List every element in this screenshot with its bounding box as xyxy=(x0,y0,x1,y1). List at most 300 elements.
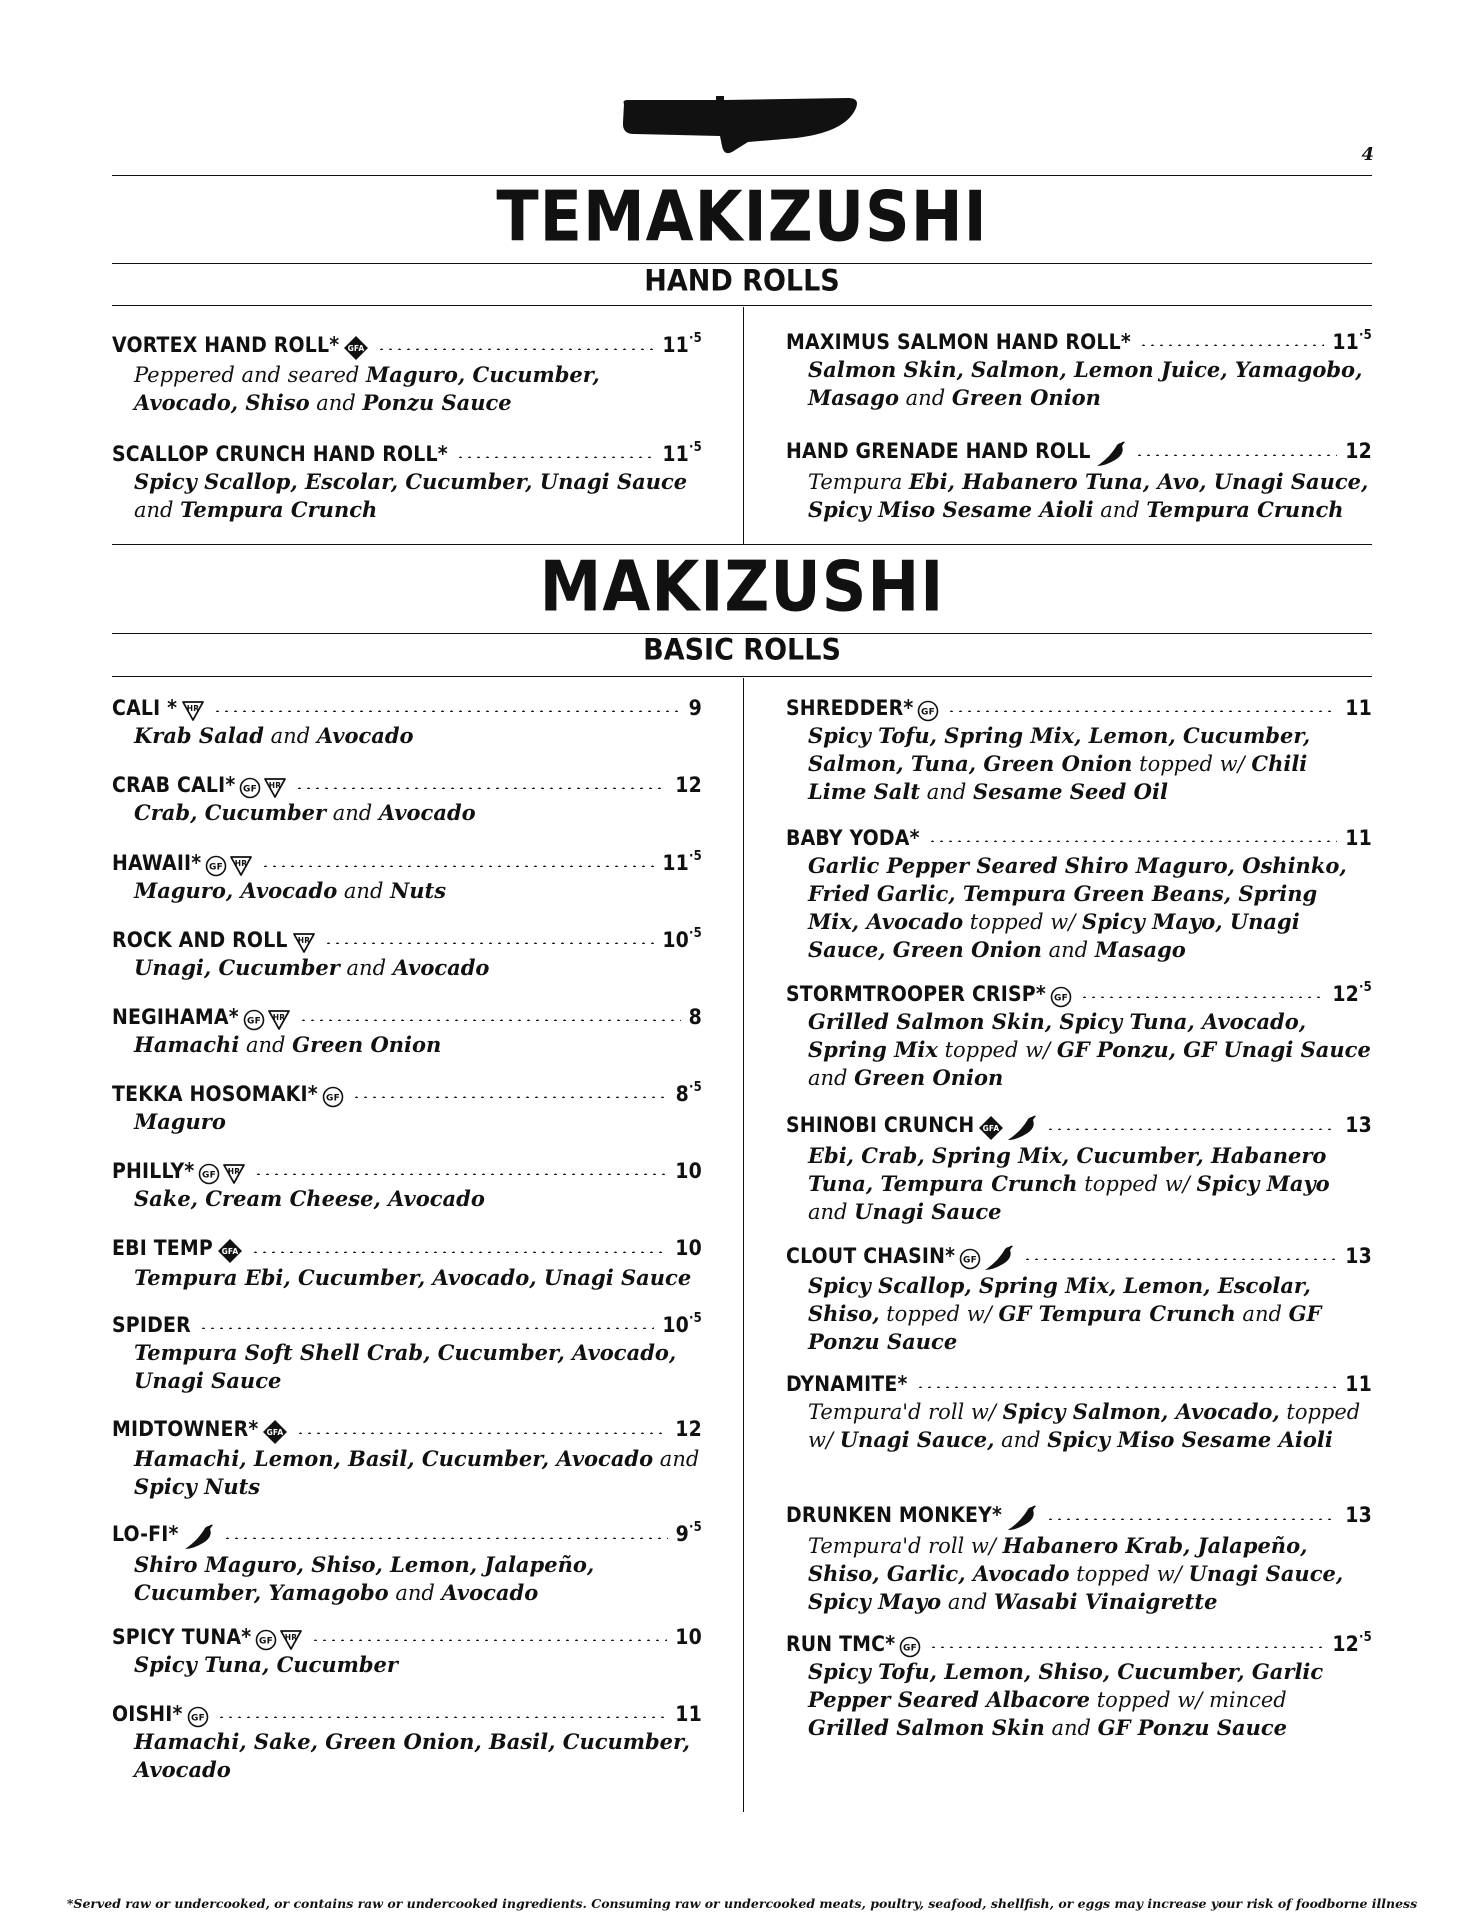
connector-text: and xyxy=(994,1428,1048,1452)
half-roll-icon xyxy=(222,1161,246,1185)
menu-item-shredder xyxy=(786,696,1372,806)
menu-item-name: MAXIMUS SALMON HAND ROLL* xyxy=(786,330,1131,354)
menu-item-price: 10 xyxy=(675,1159,702,1183)
ingredient-text: GF Ponzu Sauce xyxy=(808,1301,1322,1354)
dietary-icons xyxy=(1095,440,1127,468)
section-title-makizushi: MAKIZUSHI xyxy=(539,545,945,628)
menu-item-name: OISHI* xyxy=(112,1702,183,1726)
menu-item-price: 11 xyxy=(1345,696,1372,720)
connector-text: topped w/ xyxy=(1077,1172,1197,1196)
menu-item-description xyxy=(134,1185,702,1213)
connector-text: Peppered and seared xyxy=(134,363,366,387)
dot-leader xyxy=(928,840,1338,842)
menu-item-hand-grenade-hand-roll xyxy=(786,438,1372,524)
menu-item-name: VORTEX HAND ROLL* xyxy=(112,333,340,357)
menu-item-name: DYNAMITE* xyxy=(786,1372,908,1396)
menu-item-name: SPIDER xyxy=(112,1313,191,1337)
menu-item-price: $11^{\cdot 5}$ xyxy=(1332,328,1372,354)
menu-item-dynamite xyxy=(786,1372,1372,1454)
menu-item-name: HAWAII* xyxy=(112,851,202,875)
menu-item-cali xyxy=(112,696,702,750)
menu-item-header xyxy=(112,928,702,952)
svg-text:GFA: GFA xyxy=(347,344,365,353)
menu-item-name: EBI TEMP xyxy=(112,1236,213,1260)
menu-item-price: 11 xyxy=(675,1702,702,1726)
menu-item-drunken-monkey xyxy=(786,1502,1372,1616)
menu-item-header xyxy=(786,1112,1372,1140)
menu-item-name: TEKKA HOSOMAKI* xyxy=(112,1082,318,1106)
connector-text: topped w/ xyxy=(963,910,1083,934)
svg-text:GFA: GFA xyxy=(267,1428,284,1437)
menu-item-oishi xyxy=(112,1702,702,1784)
dot-leader xyxy=(377,348,654,350)
connector-text: topped w/ xyxy=(808,1400,1361,1452)
menu-item-name: ROCK AND ROLL xyxy=(112,928,288,952)
ingredient-text: Spicy Tofu, Lemon, Shiso, Cucumber, Garlic Pepper Seared Albacore xyxy=(808,1659,1324,1712)
menu-item-midtowner xyxy=(112,1417,702,1501)
section-subtitle-hand-rolls: HAND ROLLS xyxy=(644,264,840,299)
menu-item-price: $11^{\cdot 5}$ xyxy=(662,440,702,466)
menu-item-scallop-crunch-hand-roll xyxy=(112,442,702,524)
menu-item-price: 13 xyxy=(1345,1113,1372,1137)
ingredient-text: Spicy Nuts xyxy=(134,1474,261,1499)
menu-item-description xyxy=(134,468,702,524)
menu-item-description xyxy=(808,722,1372,806)
ingredient-text: GF Tempura Crunch xyxy=(998,1301,1236,1326)
divider-line xyxy=(112,676,1372,677)
svg-text:GFA: GFA xyxy=(221,1247,239,1256)
menu-item-shinobi-crunch xyxy=(786,1112,1372,1226)
menu-item-stormtrooper-crisp xyxy=(786,982,1372,1092)
dietary-icons xyxy=(217,1238,243,1264)
chili-pepper-icon xyxy=(183,1523,215,1551)
ingredient-text: Chili Lime Salt xyxy=(808,751,1308,804)
gluten-free-icon xyxy=(917,698,939,722)
connector-text: and xyxy=(898,386,952,410)
dot-leader xyxy=(213,710,680,712)
ingredient-text: Grilled Salmon Skin, Spicy Tuna, Avocado, Spring Mix xyxy=(808,1009,1307,1062)
menu-item-price: 10 xyxy=(675,1236,702,1260)
ingredient-text: Tempura Soft Shell Crab, Cucumber, Avocado, Unagi Sauce xyxy=(134,1340,677,1393)
connector-text: and xyxy=(920,780,973,804)
connector-text: and xyxy=(326,801,379,825)
menu-item-description xyxy=(808,1272,1372,1356)
svg-text:HR: HR xyxy=(235,859,248,868)
connector-text: and xyxy=(808,1200,855,1224)
ingredient-text: Habanero Krab, Jalapeño, Shiso, Garlic, Avocado xyxy=(808,1533,1308,1586)
menu-item-header xyxy=(786,1242,1372,1270)
menu-item-header xyxy=(112,442,702,466)
menu-item-description xyxy=(134,799,702,827)
menu-item-description xyxy=(134,1108,702,1136)
ingredient-text: Green Onion xyxy=(292,1032,442,1057)
dot-leader xyxy=(1046,1128,1337,1130)
dietary-icons xyxy=(205,853,253,877)
gluten-free-available-icon xyxy=(217,1238,243,1264)
menu-item-description xyxy=(134,1339,702,1395)
menu-item-header xyxy=(112,696,702,720)
dot-leader xyxy=(324,942,655,944)
svg-text:GF: GF xyxy=(259,1636,274,1647)
dot-leader xyxy=(1080,996,1324,998)
menu-item-price: 13 xyxy=(1345,1244,1372,1268)
dietary-icons xyxy=(959,1244,1015,1272)
half-roll-icon xyxy=(229,853,253,877)
dot-leader xyxy=(296,1432,667,1434)
dot-leader xyxy=(1135,454,1338,456)
ingredient-text: Ebi, Crab, Spring Mix, Cucumber, Habanero Tuna, Tempura Crunch xyxy=(808,1143,1327,1196)
menu-item-price: $11^{\cdot 5}$ xyxy=(662,331,702,357)
svg-text:GFA: GFA xyxy=(982,1124,1000,1133)
ingredient-text: Sesame Seed Oil xyxy=(972,779,1168,804)
dietary-icons xyxy=(181,698,205,722)
column-divider xyxy=(743,678,744,1812)
ingredient-text: Unagi, Cucumber xyxy=(134,955,340,980)
menu-item-maximus-salmon-hand-roll xyxy=(786,330,1372,412)
menu-item-ebi-temp xyxy=(112,1236,702,1292)
menu-item-price: $8^{\cdot 5}$ xyxy=(675,1080,702,1106)
gluten-free-available-icon xyxy=(978,1115,1004,1141)
menu-item-tekka-hosomaki xyxy=(112,1082,702,1136)
dot-leader xyxy=(947,710,1337,712)
menu-item-header xyxy=(786,982,1372,1006)
ingredient-text: Tempura Crunch xyxy=(180,497,378,522)
ingredient-text: Crab, Cucumber xyxy=(134,800,327,825)
menu-item-description xyxy=(134,1031,702,1059)
menu-item-price: $12^{\cdot 5}$ xyxy=(1332,980,1372,1006)
dot-leader xyxy=(223,1537,668,1539)
menu-item-header xyxy=(786,696,1372,720)
menu-item-name: PHILLY* xyxy=(112,1159,195,1183)
gluten-free-icon xyxy=(899,1634,921,1658)
menu-item-header xyxy=(786,1372,1372,1396)
gluten-free-icon xyxy=(198,1161,220,1185)
menu-item-description xyxy=(134,1445,702,1501)
menu-item-name: STORMTROOPER CRISP* xyxy=(786,982,1046,1006)
ingredient-text: GF Ponzu Sauce xyxy=(1097,1715,1288,1740)
connector-text: and xyxy=(388,1581,442,1605)
dot-leader xyxy=(295,787,667,789)
ingredient-text: Spicy Mayo xyxy=(1196,1171,1330,1196)
menu-item-header xyxy=(786,330,1372,354)
gluten-free-icon xyxy=(243,1007,265,1031)
menu-item-header xyxy=(112,1159,702,1183)
gluten-free-icon xyxy=(187,1704,209,1728)
svg-text:GF: GF xyxy=(246,1016,261,1027)
menu-item-name: SPICY TUNA* xyxy=(112,1625,252,1649)
connector-text: topped w/ xyxy=(879,1302,999,1326)
menu-item-price: $12^{\cdot 5}$ xyxy=(1332,1630,1372,1656)
ingredient-text: Spicy Miso Sesame Aioli xyxy=(1047,1427,1333,1452)
dot-leader xyxy=(199,1327,654,1329)
connector-text: and xyxy=(1041,938,1095,962)
menu-item-vortex-hand-roll xyxy=(112,333,702,417)
menu-item-name: DRUNKEN MONKEY* xyxy=(786,1503,1003,1527)
svg-text:GF: GF xyxy=(963,1255,978,1266)
ingredient-text: Salmon Skin, Salmon, Lemon Juice, Yamagobo, Masago xyxy=(808,357,1363,410)
svg-text:GF: GF xyxy=(921,707,936,718)
menu-item-description xyxy=(134,1728,702,1784)
menu-item-negihama xyxy=(112,1005,702,1059)
half-roll-icon xyxy=(279,1627,303,1651)
chili-pepper-icon xyxy=(983,1244,1015,1272)
ingredient-text: Avocado xyxy=(378,800,476,825)
connector-text: and xyxy=(1093,498,1147,522)
connector-text: and xyxy=(941,1590,995,1614)
svg-text:HR: HR xyxy=(272,1013,286,1022)
connector-text: Tempura'd roll w/ xyxy=(808,1534,1003,1558)
menu-item-hawaii xyxy=(112,851,702,905)
dot-leader xyxy=(929,1646,1324,1648)
half-roll-icon xyxy=(181,698,205,722)
dot-leader xyxy=(311,1639,667,1641)
menu-item-description xyxy=(134,361,702,417)
svg-text:HR: HR xyxy=(297,936,310,945)
menu-item-price: 11 xyxy=(1345,1372,1372,1396)
menu-item-description xyxy=(808,1008,1372,1092)
ingredient-text: Avocado xyxy=(316,723,414,748)
ingredient-text: Masago xyxy=(1094,937,1186,962)
ingredient-text: Avocado xyxy=(392,955,490,980)
svg-text:GF: GF xyxy=(903,1643,918,1654)
connector-text: Tempura'd roll w/ xyxy=(808,1400,1003,1424)
connector-text: and xyxy=(653,1447,700,1471)
dietary-icons xyxy=(978,1114,1038,1142)
menu-item-header xyxy=(112,1005,702,1029)
menu-item-description xyxy=(808,1658,1372,1742)
menu-item-price: $10^{\cdot 5}$ xyxy=(662,1311,702,1337)
menu-item-header xyxy=(786,826,1372,850)
connector-text: topped w/ xyxy=(1132,752,1252,776)
menu-item-description xyxy=(134,1264,702,1292)
connector-text: and xyxy=(134,498,181,522)
ingredient-text: Unagi Sauce, xyxy=(839,1427,995,1452)
ingredient-text: Garlic Pepper Seared Shiro Maguro, Oshinko, Fried Garlic, Tempura Green Beans, Spring Mix, Avocado xyxy=(808,853,1347,934)
ingredient-text: GF Ponzu, GF Unagi Sauce xyxy=(1056,1037,1371,1062)
svg-text:HR: HR xyxy=(186,704,200,713)
svg-text:GF: GF xyxy=(190,1713,205,1724)
menu-item-description xyxy=(134,954,702,982)
menu-item-description xyxy=(808,468,1372,524)
ingredient-text: Unagi Sauce, Spicy Mayo xyxy=(808,1561,1344,1614)
dietary-icons xyxy=(187,1704,209,1728)
dietary-icons xyxy=(198,1161,246,1185)
menu-item-description xyxy=(134,722,702,750)
chili-pepper-icon xyxy=(1095,440,1127,468)
menu-item-name: MIDTOWNER* xyxy=(112,1417,259,1441)
menu-item-price: 12 xyxy=(1345,439,1372,463)
ingredient-text: Spicy Scallop, Escolar, Cucumber, Unagi Sauce xyxy=(134,469,688,494)
dot-leader xyxy=(261,865,654,867)
menu-item-header xyxy=(786,438,1372,466)
menu-item-baby-yoda xyxy=(786,826,1372,964)
menu-item-name: BABY YODA* xyxy=(786,826,920,850)
chili-pepper-icon xyxy=(1006,1504,1038,1532)
svg-text:HR: HR xyxy=(228,1167,241,1176)
gluten-free-icon xyxy=(239,775,261,799)
ingredient-text: Grilled Salmon Skin xyxy=(808,1715,1045,1740)
connector-text: and xyxy=(1044,1716,1098,1740)
gluten-free-icon xyxy=(1050,984,1072,1008)
menu-item-name: SHINOBI CRUNCH xyxy=(786,1113,975,1137)
gluten-free-icon xyxy=(205,853,227,877)
menu-item-header xyxy=(112,773,702,797)
half-roll-icon xyxy=(292,930,316,954)
connector-text: and xyxy=(808,1066,855,1090)
menu-item-description xyxy=(808,1142,1372,1226)
half-roll-icon xyxy=(263,775,287,799)
dietary-icons xyxy=(243,1007,291,1031)
half-roll-icon xyxy=(267,1007,291,1031)
menu-item-crab-cali xyxy=(112,773,702,827)
svg-text:GF: GF xyxy=(209,862,224,873)
dietary-icons xyxy=(917,698,939,722)
ingredient-text: Green Onion xyxy=(854,1065,1004,1090)
menu-item-name: NEGIHAMA* xyxy=(112,1005,239,1029)
connector-text: topped w/ xyxy=(1069,1562,1189,1586)
dot-leader xyxy=(916,1386,1338,1388)
menu-item-run-tmc xyxy=(786,1632,1372,1742)
menu-item-description xyxy=(808,1398,1372,1454)
ingredient-text: Maguro, Cucumber, Avocado, Shiso xyxy=(134,362,600,415)
menu-item-name: SCALLOP CRUNCH HAND ROLL* xyxy=(112,442,448,466)
menu-item-spider xyxy=(112,1313,702,1395)
menu-item-header xyxy=(786,1502,1372,1530)
menu-item-name: SHREDDER* xyxy=(786,696,914,720)
dot-leader xyxy=(254,1173,667,1175)
dot-leader xyxy=(456,456,655,458)
menu-item-price: $9^{\cdot 5}$ xyxy=(675,1520,702,1546)
connector-text: and xyxy=(239,1033,293,1057)
ingredient-text: Shiro Maguro, Shiso, Lemon, Jalapeño, Cucumber, Yamagobo xyxy=(134,1552,595,1605)
menu-item-price: 8 xyxy=(688,1005,702,1029)
menu-item-header xyxy=(112,851,702,875)
connector-text: and xyxy=(337,879,391,903)
menu-item-header xyxy=(112,1702,702,1726)
menu-item-description xyxy=(808,356,1372,412)
menu-item-header xyxy=(112,1313,702,1337)
knife-icon xyxy=(620,92,860,156)
menu-item-price: $11^{\cdot 5}$ xyxy=(662,849,702,875)
menu-item-name: CRAB CALI* xyxy=(112,773,236,797)
menu-item-description xyxy=(134,1551,702,1607)
ingredient-text: Wasabi Vinaigrette xyxy=(994,1589,1218,1614)
ingredient-text: Ebi, Habanero Tuna, Avo, Unagi Sauce, Spicy Miso Sesame Aioli xyxy=(808,469,1369,522)
menu-item-header xyxy=(112,1521,702,1549)
menu-item-header xyxy=(112,1417,702,1443)
column-divider xyxy=(743,307,744,544)
ingredient-text: Hamachi, Lemon, Basil, Cucumber, Avocado xyxy=(134,1446,654,1471)
menu-item-header xyxy=(112,1236,702,1262)
menu-item-price: 11 xyxy=(1345,826,1372,850)
dietary-icons xyxy=(239,775,287,799)
gluten-free-available-icon xyxy=(343,335,369,361)
dot-leader xyxy=(251,1251,667,1253)
menu-item-description xyxy=(134,877,702,905)
dot-leader xyxy=(352,1096,668,1098)
connector-text: and xyxy=(309,391,363,415)
dot-leader xyxy=(1046,1518,1337,1520)
ingredient-text: Tempura Crunch xyxy=(1146,497,1344,522)
svg-text:GF: GF xyxy=(1053,993,1068,1004)
svg-text:GF: GF xyxy=(325,1093,340,1104)
connector-text: and xyxy=(263,724,317,748)
connector-text: topped w/ minced xyxy=(1090,1688,1287,1712)
dietary-icons xyxy=(899,1634,921,1658)
dietary-icons xyxy=(262,1419,288,1445)
menu-item-description xyxy=(808,1532,1372,1616)
page-number: 4 xyxy=(1361,144,1374,165)
menu-item-header xyxy=(112,1082,702,1106)
menu-item-rock-and-roll xyxy=(112,928,702,982)
dietary-icons xyxy=(343,335,369,361)
gluten-free-available-icon xyxy=(262,1419,288,1445)
menu-item-price: 13 xyxy=(1345,1503,1372,1527)
gluten-free-icon xyxy=(959,1246,981,1270)
menu-item-price: $10^{\cdot 5}$ xyxy=(662,926,702,952)
connector-text: and xyxy=(339,956,393,980)
ingredient-text: Avocado xyxy=(441,1580,539,1605)
menu-item-header xyxy=(786,1632,1372,1656)
dot-leader xyxy=(217,1716,668,1718)
ingredient-text: Maguro xyxy=(134,1109,226,1134)
ingredient-text: Spicy Tofu, Spring Mix, Lemon, Cucumber, Salmon, Tuna, Green Onion xyxy=(808,723,1311,776)
ingredient-text: Krab Salad xyxy=(134,723,264,748)
menu-item-price: 12 xyxy=(675,1417,702,1441)
ingredient-text: Spicy Scallop, Spring Mix, Lemon, Escolar, Shiso, xyxy=(808,1273,1311,1326)
dietary-icons xyxy=(322,1084,344,1108)
menu-item-name: LO-FI* xyxy=(112,1522,179,1546)
ingredient-text: Spicy Tuna, Cucumber xyxy=(134,1652,398,1677)
ingredient-text: Unagi Sauce xyxy=(854,1199,1002,1224)
dietary-icons xyxy=(1050,984,1072,1008)
menu-item-name: CALI * xyxy=(112,696,178,720)
chili-pepper-icon xyxy=(1006,1114,1038,1142)
ingredient-text: Ponzu Sauce xyxy=(362,390,512,415)
dietary-icons xyxy=(1006,1504,1038,1532)
ingredient-text: Spicy Mayo, Unagi Sauce, Green Onion xyxy=(808,909,1300,962)
ingredient-text: Green Onion xyxy=(951,385,1101,410)
ingredient-text: Hamachi xyxy=(134,1032,240,1057)
menu-item-name: CLOUT CHASIN* xyxy=(786,1244,956,1268)
connector-text: and xyxy=(1235,1302,1289,1326)
svg-text:GF: GF xyxy=(202,1170,217,1181)
menu-item-header xyxy=(112,333,702,359)
menu-item-philly xyxy=(112,1159,702,1213)
ingredient-text: Nuts xyxy=(390,878,447,903)
menu-item-price: 12 xyxy=(675,773,702,797)
ingredient-text: Sake, Cream Cheese, Avocado xyxy=(134,1186,485,1211)
gluten-free-icon xyxy=(322,1084,344,1108)
menu-item-header xyxy=(112,1625,702,1649)
dot-leader xyxy=(1139,344,1324,346)
ingredient-text: Maguro, Avocado xyxy=(134,878,338,903)
menu-item-price: 9 xyxy=(688,696,702,720)
dot-leader xyxy=(299,1019,681,1021)
menu-item-description xyxy=(808,852,1372,964)
divider-line xyxy=(112,305,1372,306)
svg-text:HR: HR xyxy=(269,781,282,790)
menu-item-name: RUN TMC* xyxy=(786,1632,896,1656)
svg-text:GF: GF xyxy=(243,784,258,795)
svg-text:HR: HR xyxy=(285,1633,298,1642)
menu-item-name: HAND GRENADE HAND ROLL xyxy=(786,439,1091,463)
section-title-temakizushi: TEMAKIZUSHI xyxy=(496,175,988,258)
dietary-icons xyxy=(255,1627,303,1651)
ingredient-text: Hamachi, Sake, Green Onion, Basil, Cucumber, Avocado xyxy=(134,1729,690,1782)
menu-item-clout-chasin xyxy=(786,1242,1372,1356)
footer-disclaimer: *Served raw or undercooked, or contains raw or undercooked ingredients. Consuming raw or undercooked meats, poultry, seafood, shellfish, or eggs may increase your risk of foodborne illness xyxy=(66,1896,1418,1911)
